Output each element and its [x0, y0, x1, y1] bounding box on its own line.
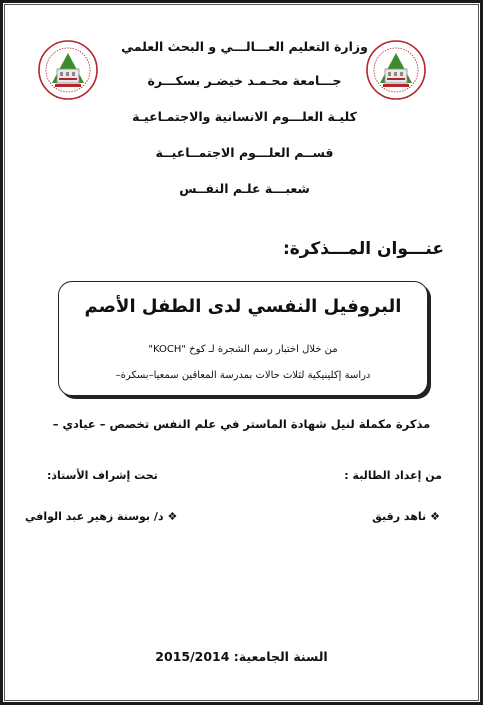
ministry-name: وزارة التعليم العـــالـــي و البحث العلمي [121, 39, 368, 54]
title-box [58, 281, 428, 396]
diamond-bullet-icon: ❖ [430, 510, 440, 523]
faculty-name: كليـة العلـــوم الانسانية والاجتمـاعيـة [132, 109, 357, 124]
diamond-bullet-icon: ❖ [167, 510, 178, 523]
department-name: قســم العلـــوم الاجتمــاعيــة [155, 145, 334, 160]
university-logo-left-icon [37, 39, 99, 101]
memo-subtitle: من خلال اختبار رسم الشجرة لـ كوخ "KOCH" [148, 344, 338, 355]
student-name-row [372, 510, 440, 523]
memo-study-description: دراسة إكلينيكية لثلاث حالات بمدرسة المعاقين سمعيا–بسكرة– [115, 370, 371, 381]
degree-statement: مذكرة مكملة لنيل شهادة الماستر في علم النفس تخصص – عيادي – [52, 417, 431, 431]
supervisor-name-row [25, 510, 177, 523]
supervisor-name: د/ بوسنة زهير عبد الوافي [25, 510, 164, 523]
student-label: من إعداد الطالبة : [344, 469, 442, 482]
supervisor-label: تحت إشراف الأستاذ: [47, 469, 158, 482]
branch-name: شعبـــة علـم النفــس [179, 181, 310, 196]
academic-year: السنة الجامعية: 2015/2014 [155, 649, 328, 664]
memo-title-label: عنـــوان المـــذكرة: [282, 239, 444, 259]
student-name: ناهد رقيق [372, 510, 427, 523]
memo-title: البروفيل النفسي لدى الطفل الأصم [84, 296, 402, 317]
university-name: جـــامعة محـمـد خيضـر بسكـــرة [147, 73, 342, 88]
